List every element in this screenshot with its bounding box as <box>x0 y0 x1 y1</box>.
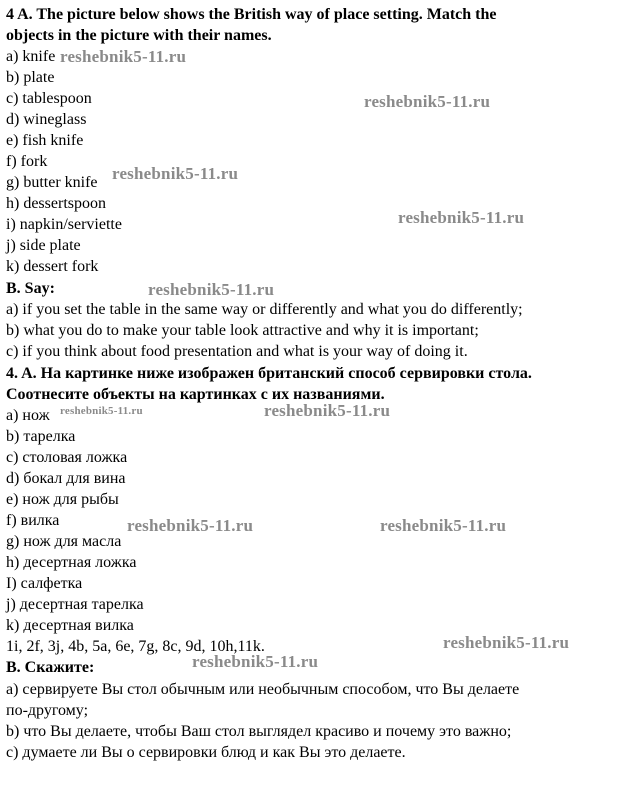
watermark: reshebnik5-11.ru <box>148 280 275 299</box>
list-item: b) plate <box>6 69 55 86</box>
watermark: reshebnik5-11.ru <box>443 633 570 652</box>
list-item: c) tablespoon <box>6 90 92 107</box>
watermark: reshebnik5-11.ru <box>192 652 319 671</box>
ru-say-item: b) что Вы делаете, чтобы Ваш стол выглядел красиво и почему это важно; <box>6 723 512 740</box>
ru-list-item: a) нож <box>6 407 50 424</box>
watermark: reshebnik5-11.ru <box>264 401 391 420</box>
ru-task-a-title-line-2: Соотнесите объекты на картинках с их названиями. <box>6 386 385 403</box>
task-a-title-line-1: 4 A. The picture below shows the British way of place setting. Match the <box>6 6 497 23</box>
ru-task-a-title-line-1: 4. A. На картинке ниже изображен британский способ сервировки стола. <box>6 365 532 382</box>
watermark: reshebnik5-11.ru <box>127 516 254 535</box>
task-b-title: B. Say: <box>6 280 55 297</box>
watermark: reshebnik5-11.ru <box>60 47 187 66</box>
watermark: reshebnik5-11.ru <box>380 516 507 535</box>
list-item: i) napkin/serviette <box>6 216 122 233</box>
list-item: d) wineglass <box>6 111 87 128</box>
list-item: h) dessertspoon <box>6 195 106 212</box>
watermark: reshebnik5-11.ru <box>60 405 143 417</box>
say-item: b) what you do to make your table look attractive and why it is important; <box>6 322 479 339</box>
ru-list-item: f) вилка <box>6 512 60 529</box>
ru-say-item-continued: по-другому; <box>6 702 89 719</box>
ru-list-item: h) десертная ложка <box>6 554 137 571</box>
list-item: g) butter knife <box>6 174 98 191</box>
say-item: a) if you set the table in the same way or differently and what you do differently; <box>6 301 523 318</box>
ru-list-item: g) нож для масла <box>6 533 122 550</box>
watermark: reshebnik5-11.ru <box>364 92 491 111</box>
ru-list-item: b) тарелка <box>6 428 76 445</box>
list-item: a) knife <box>6 48 56 65</box>
list-item: f) fork <box>6 153 48 170</box>
list-item: j) side plate <box>6 237 81 254</box>
ru-list-item: e) нож для рыбы <box>6 491 119 508</box>
watermark: reshebnik5-11.ru <box>112 164 239 183</box>
ru-list-item: k) десертная вилка <box>6 617 134 634</box>
answer-key: 1i, 2f, 3j, 4b, 5a, 6e, 7g, 8c, 9d, 10h,11k. <box>6 638 265 655</box>
watermark: reshebnik5-11.ru <box>398 208 525 227</box>
list-item: e) fish knife <box>6 132 84 149</box>
ru-say-item: c) думаете ли Вы о сервировки блюд и как Вы это делаете. <box>6 744 406 761</box>
ru-list-item: I) салфетка <box>6 575 83 592</box>
ru-list-item: c) столовая ложка <box>6 449 128 466</box>
ru-task-b-title: B. Скажите: <box>6 659 95 676</box>
ru-list-item: d) бокал для вина <box>6 470 126 487</box>
ru-say-item: a) сервируете Вы стол обычным или необычным способом, что Вы делаете <box>6 681 520 698</box>
list-item: k) dessert fork <box>6 258 99 275</box>
say-item: c) if you think about food presentation and what is your way of doing it. <box>6 343 468 360</box>
ru-list-item: j) десертная тарелка <box>6 596 144 613</box>
task-a-title-line-2: objects in the picture with their names. <box>6 27 272 44</box>
